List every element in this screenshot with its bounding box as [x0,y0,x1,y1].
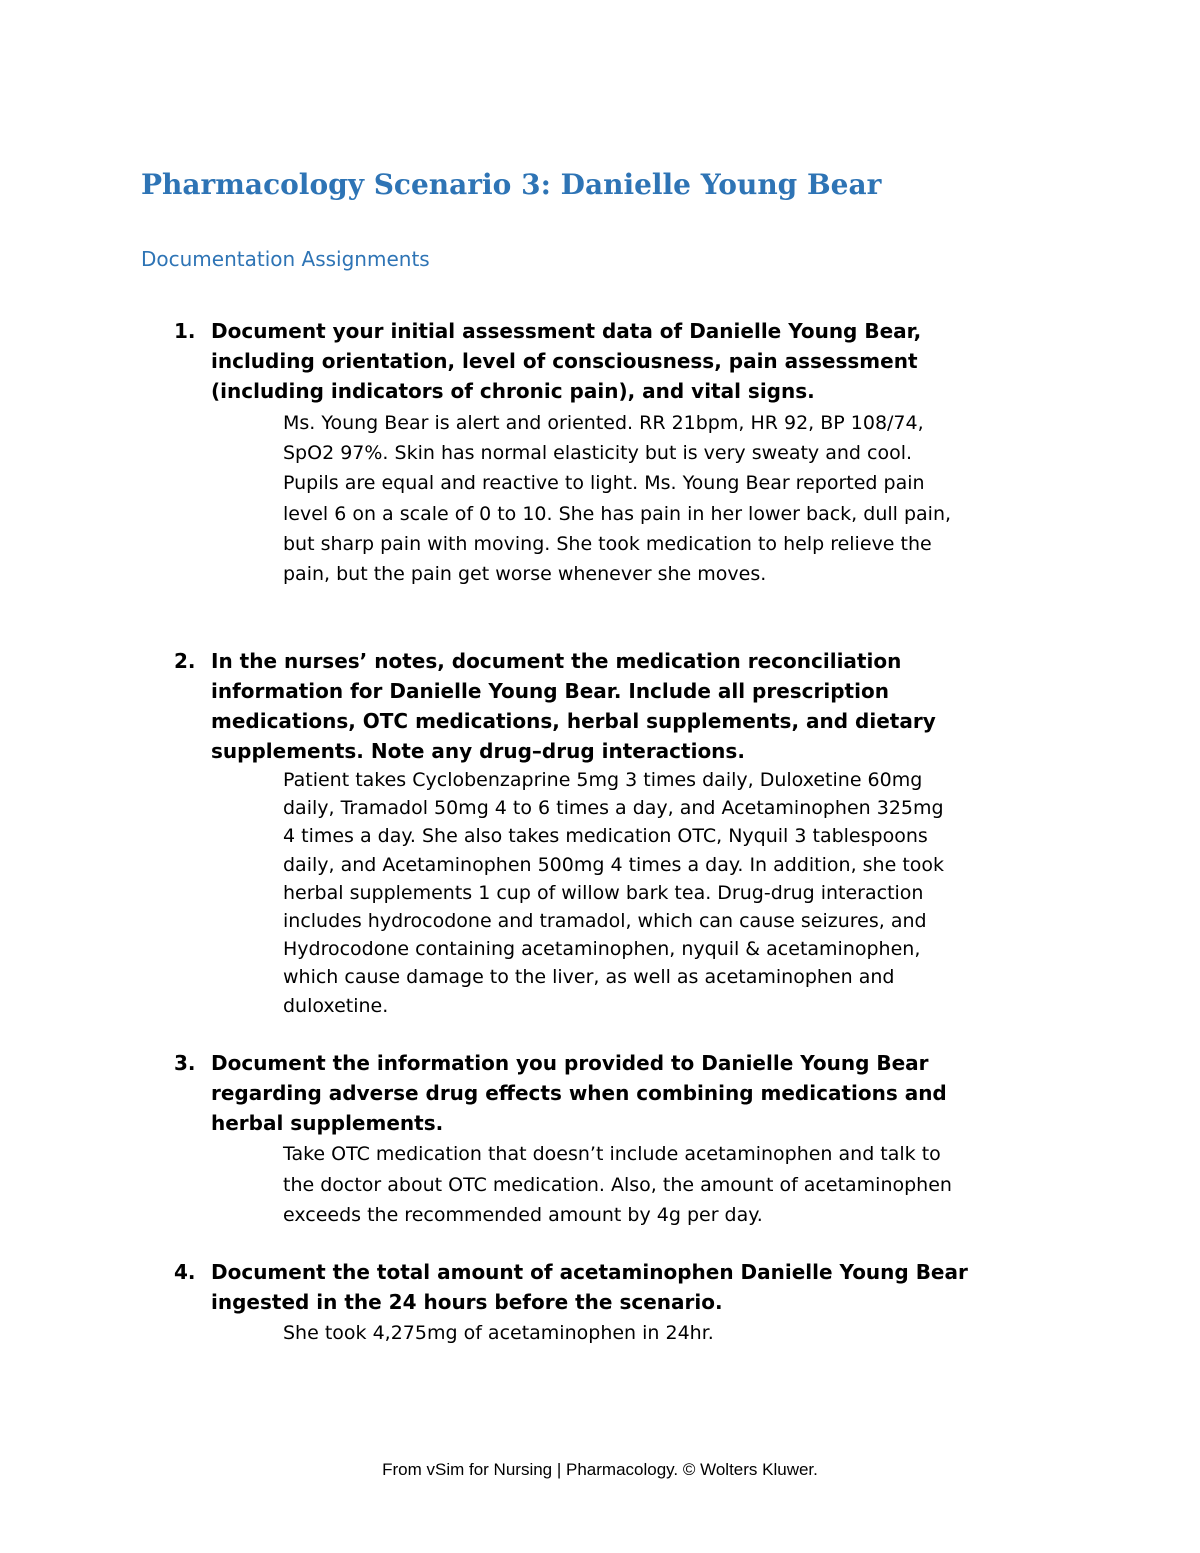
page-title: Pharmacology Scenario 3: Danielle Young Bear [141,168,882,201]
page-footer: From vSim for Nursing | Pharmacology. © Wolters Kluwer. [382,1460,818,1479]
assignment-prompt: Document the information you provided to Danielle Young Bear regarding adverse drug effects when combining medications and herbal supplements. [211,1051,947,1135]
assignment-answer: Ms. Young Bear is alert and oriented. RR 21bpm, HR 92, BP 108/74, SpO2 97%. Skin has normal elasticity but is very sweaty and cool. Pupils are equal and reactive to light. Ms. Young Bear reported pain level 6 on a scale of 0 to 10. She has pain in her lower back, dull pain, but sharp pain with moving. She took medication to help relieve the pain, but the pain get worse whenever she moves. [283,412,952,586]
assignment-answer: She took 4,275mg of acetaminophen in 24hr. [283,1322,714,1344]
assignment-number: 4. [174,1260,196,1284]
assignment-number: 1. [174,319,196,343]
section-heading: Documentation Assignments [141,247,430,271]
assignment-prompt: Document the total amount of acetaminophen Danielle Young Bear ingested in the 24 hours before the scenario. [211,1260,968,1314]
assignment-number: 3. [174,1051,196,1075]
assignment-prompt: In the nurses’ notes, document the medication reconciliation information for Danielle Young Bear. Include all prescription medications, OTC medications, herbal supplements, and dietary supplements. Note any drug–drug interactions. [211,649,936,763]
assignment-answer: Patient takes Cyclobenzaprine 5mg 3 times daily, Duloxetine 60mg daily, Tramadol 50mg 4 to 6 times a day, and Acetaminophen 325mg 4 times a day. She also takes medication OTC, Nyquil 3 tablespoons daily, and Acetaminophen 500mg 4 times a day. In addition, she took herbal supplements 1 cup of willow bark tea. Drug-drug interaction includes hydrocodone and tramadol, which can cause seizures, and Hydrocodone containing acetaminophen, nyquil & acetaminophen, which cause damage to the liver, as well as acetaminophen and duloxetine. [283,769,945,1017]
assignment-number: 2. [174,649,196,673]
assignment-prompt: Document your initial assessment data of Danielle Young Bear, including orientation, level of consciousness, pain assessment (including indicators of chronic pain), and vital signs. [211,319,922,403]
assignment-answer: Take OTC medication that doesn’t include acetaminophen and talk to the doctor about OTC medication. Also, the amount of acetaminophen exceeds the recommended amount by 4g per day. [283,1143,952,1226]
